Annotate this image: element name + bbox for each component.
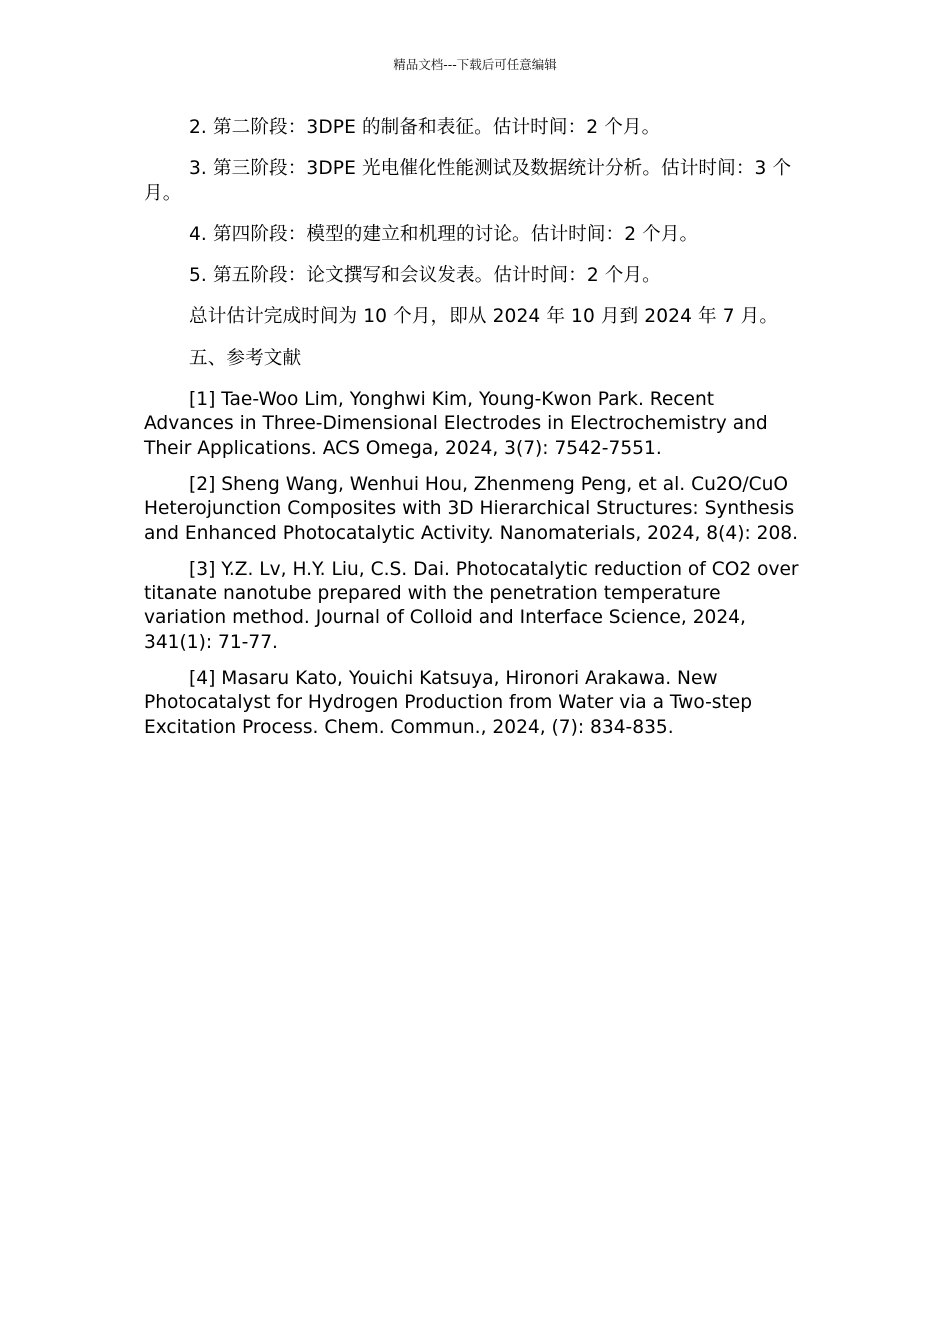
references-heading: 五、参考文献 xyxy=(189,347,302,369)
page-header: 精品文档---下载后可任意编辑 xyxy=(393,57,557,72)
stage-item: 2. 第二阶段：3DPE 的制备和表征。估计时间：2 个月。 xyxy=(189,117,661,138)
stage-item: 5. 第五阶段：论文撰写和会议发表。估计时间：2 个月。 xyxy=(189,265,661,287)
reference-item: [3] Y.Z. Lv, H.Y. Liu, C.S. Dai. Photocatalytic reduction of CO2 over titanate nanotube prepared with the penetration temperature variation method. Journal of Colloid and Interface Science, 2024, 341(1): 71-77. xyxy=(144,558,799,653)
document-body xyxy=(144,116,806,752)
reference-item: [1] Tae-Woo Lim, Yonghwi Kim, Young-Kwon Park. Recent Advances in Three-Dimensional Electrodes in Electrochemistry and Their Applications. ACS Omega, 2024, 3(7): 7542-7551. xyxy=(144,389,768,459)
stage-item: 4. 第四阶段：模型的建立和机理的讨论。估计时间：2 个月。 xyxy=(189,223,699,245)
reference-item: [2] Sheng Wang, Wenhui Hou, Zhenmeng Peng, et al. Cu2O/CuO Heterojunction Composites with 3D Hierarchical Structures: Synthesis and Enhanced Photocatalytic Activity. Nanomaterials, 2024, 8(4): 208. xyxy=(144,473,799,544)
reference-item: [4] Masaru Kato, Youichi Katsuya, Hironori Arakawa. New Photocatalyst for Hydrogen Production from Water via a Two-step Excitation Process. Chem. Commun., 2024, (7): 834-835. xyxy=(144,668,753,738)
total-time: 总计估计完成时间为 10 个月，即从 2024 年 10 月到 2024 年 7 月。 xyxy=(189,306,779,328)
stage-item: 3. 第三阶段：3DPE 光电催化性能测试及数据统计分析。估计时间：3 个月。 xyxy=(144,158,792,204)
